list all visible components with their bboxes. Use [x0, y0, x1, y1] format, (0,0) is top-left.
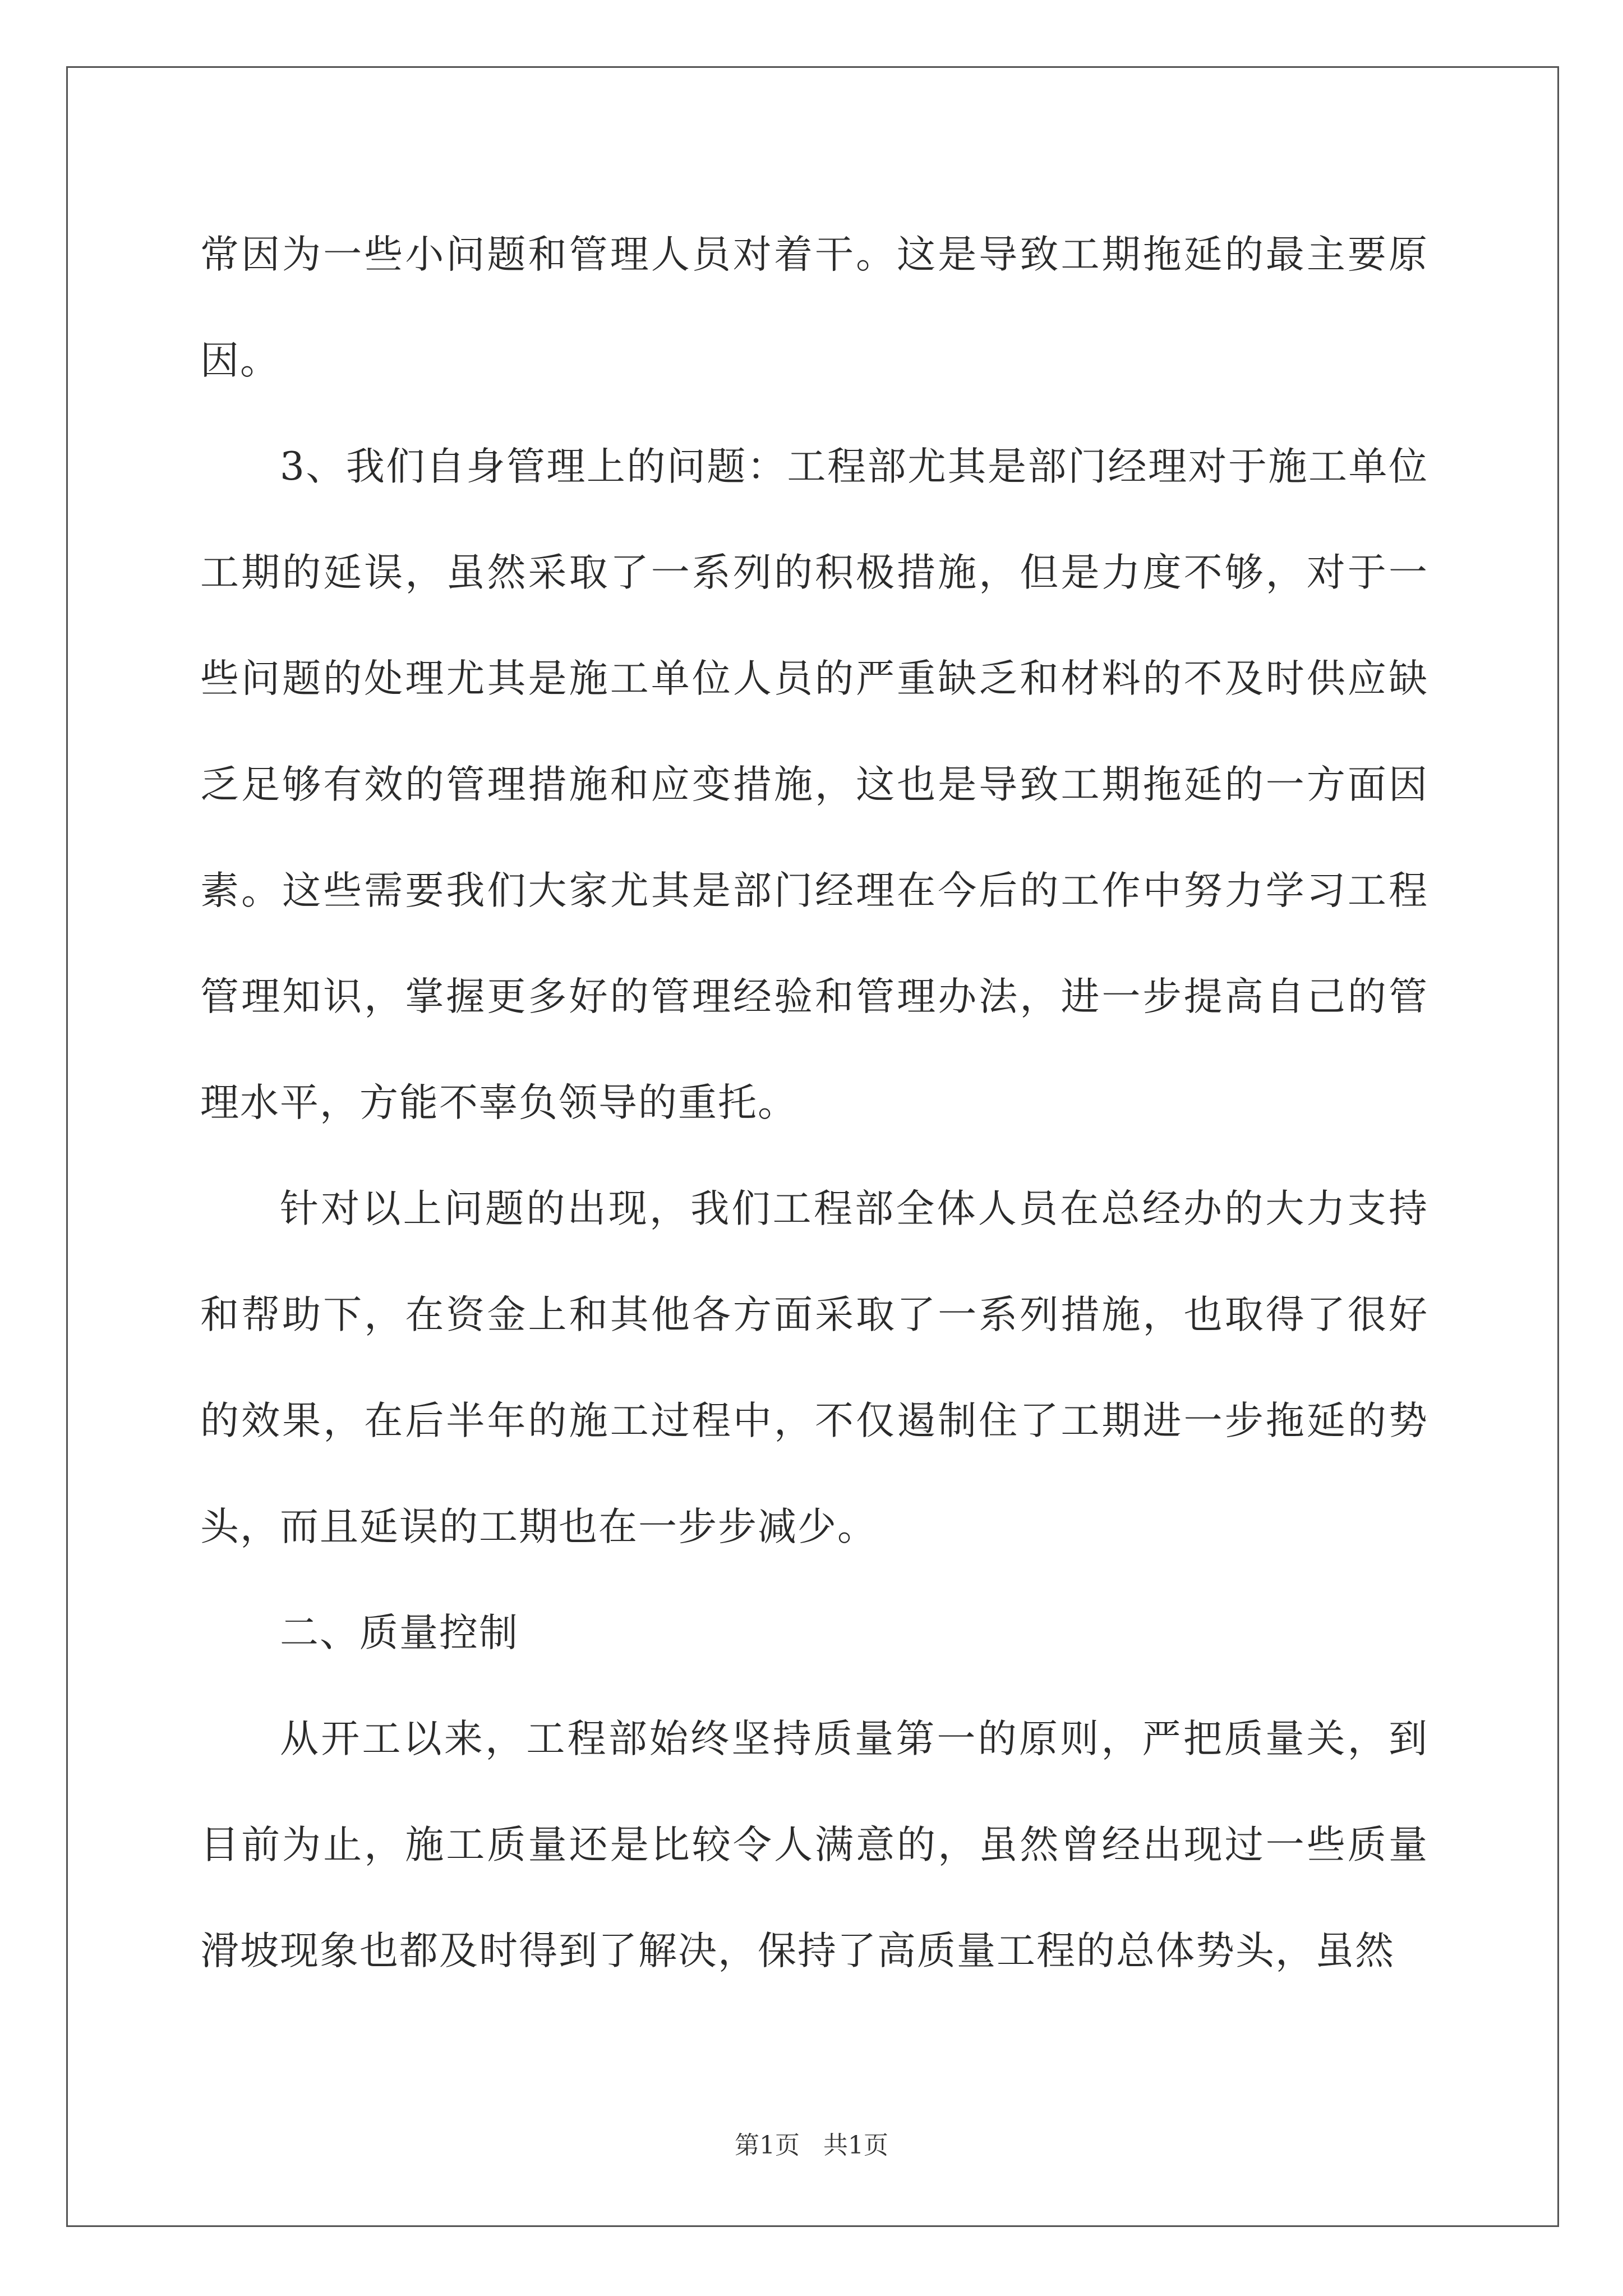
section-heading-quality-control: 二、质量控制: [280, 1611, 519, 1655]
paragraph-quality: 从开工以来，工程部始终坚持质量第一的原则，严把质量关，到目前为止，施工质量还是比较令人满意的，虽然曾经出现过一些质量滑坡现象也都及时得到了解决，保持了高质量工程的总体势头，虽然: [200, 1717, 1428, 1973]
paragraph-management-issues: 3、我们自身管理上的问题：工程部尤其是部门经理对于施工单位工期的延误，虽然采取了一系列的积极措施，但是力度不够，对于一些问题的处理尤其是施工单位人员的严重缺乏和材料的不及时供应缺乏足够有效的管理措施和应变措施，这也是导致工期拖延的一方面因素。这些需要我们大家尤其是部门经理在今后的工作中努力学习工程管理知识，掌握更多好的管理经验和管理办法，进一步提高自己的管理水平，方能不辜负领导的重托。: [200, 444, 1428, 1125]
paragraph-continuation: 常因为一些小问题和管理人员对着干。这是导致工期拖延的最主要原因。: [200, 232, 1428, 383]
paragraph-measures: 针对以上问题的出现，我们工程部全体人员在总经办的大力支持和帮助下，在资金上和其他各方面采取了一系列措施，也取得了很好的效果，在后半年的施工过程中，不仅遏制住了工期进一步拖延的势头，而且延误的工期也在一步步减少。: [200, 1186, 1428, 1549]
page-number-footer: 第1页 共1页: [735, 2131, 888, 2160]
document-body: [200, 202, 1428, 2004]
